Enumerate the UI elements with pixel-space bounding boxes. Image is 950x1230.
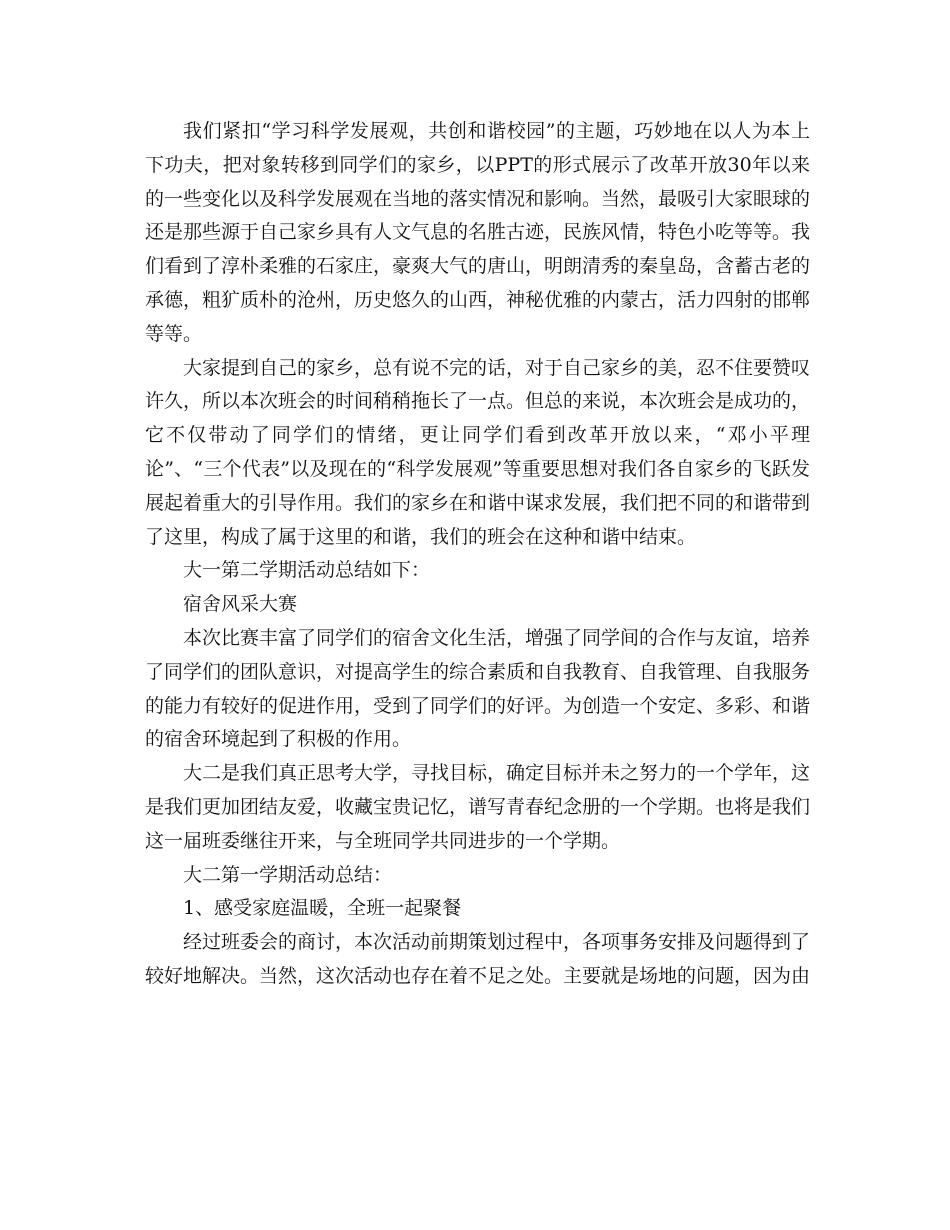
paragraph-hometown-ppt: 我们紧扣“学习科学发展观，共创和谐校园”的主题，巧妙地在以人为本上下功夫，把对象转移到同学们的家乡，以PPT的形式展示了改革开放30年以来的一些变化以及科学发展观在当地的落实情况和影响。当然，最吸引大家眼球的还是那些源于自己家乡具有人文气息的名胜古迹，民族风情，特色小吃等等。我们看到了淳朴柔雅的石家庄，豪爽大气的唐山，明朗清秀的秦皇岛，含蓄古老的承德，粗犷质朴的沧州，历史悠久的山西，神秘优雅的内蒙古，活力四射的邯郸等等。 [145,120,811,345]
paragraph-sophomore-year: 大二是我们真正思考大学，寻找目标，确定目标并未之努力的一个学年，这是我们更加团结友爱，收藏宝贵记忆，谱写青春纪念册的一个学期。也将是我们这一届班委继往开来，与全班同学共同进步的一个学期。 [145,762,811,852]
paragraph-class-dinner: 经过班委会的商讨，本次活动前期策划过程中，各项事务安排及问题得到了较好地解决。当然，这次活动也存在着不足之处。主要就是场地的问题，因为由 [145,931,811,987]
paragraph-dorm-contest: 本次比赛丰富了同学们的宿舍文化生活，增强了同学间的合作与友谊，培养了同学们的团队意识，对提高学生的综合素质和自我教育、自我管理、自我服务的能力有较好的促进作用，受到了同学们的好评。为创造一个安定、多彩、和谐的宿舍环境起到了积极的作用。 [145,626,811,751]
heading-sophomore-first-term: 大二第一学期活动总结： [183,863,393,886]
heading-freshman-second-term: 大一第二学期活动总结如下： [183,559,431,582]
heading-dorm-contest: 宿舍风采大赛 [183,593,298,616]
paragraph-class-meeting-summary: 大家提到自己的家乡，总有说不完的话，对于自己家乡的美，忍不住要赞叹许久，所以本次班会的时间稍稍拖长了一点。但总的来说，本次班会是成功的，它不仅带动了同学们的情绪，更让同学们看到改革开放以来，“邓小平理论”、“三个代表”以及现在的“科学发展观”等重要思想对我们各自家乡的飞跃发展起着重大的引导作用。我们的家乡在和谐中谋求发展，我们把不同的和谐带到了这里，构成了属于这里的和谐，我们的班会在这种和谐中结束。 [145,356,811,548]
document-body [145,115,810,994]
heading-class-dinner: 1、感受家庭温暖，全班一起聚餐 [183,897,462,920]
